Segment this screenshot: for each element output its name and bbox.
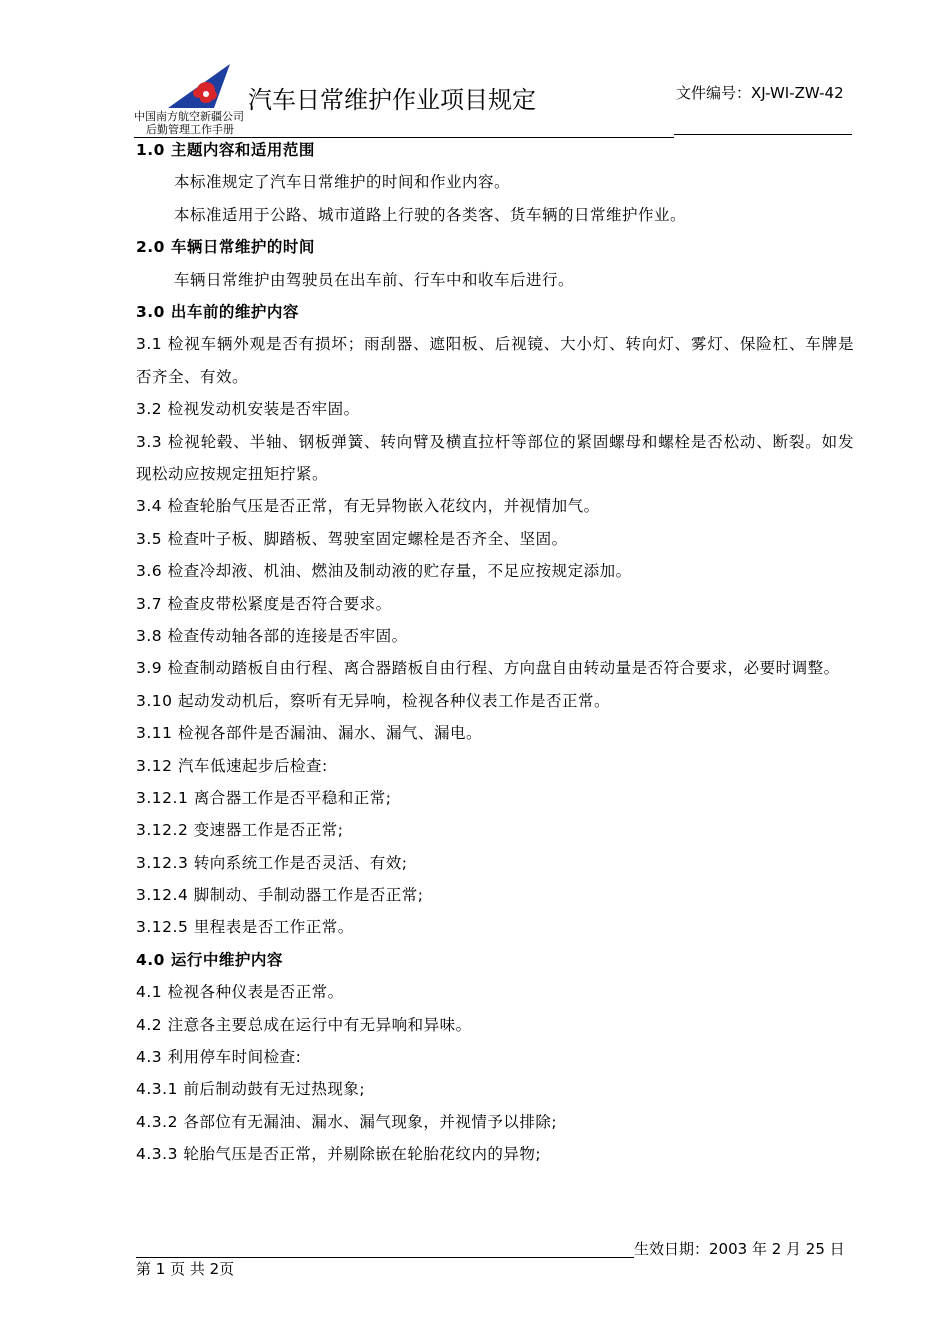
list-item: 3.12.5 里程表是否工作正常。 [136,918,354,937]
effective-date: 生效日期：2003 年 2 月 25 日 [634,1240,845,1258]
list-item: 4.1 检视各种仪表是否正常。 [136,983,344,1002]
list-item: 4.3.3 轮胎气压是否正常，并剔除嵌在轮胎花纹内的异物; [136,1145,542,1164]
list-item: 3.2 检视发动机安装是否牢固。 [136,400,360,419]
list-item: 3.3 检视轮毂、半轴、钢板弹簧、转向臂及横直拉杆等部位的紧固螺母和螺栓是否松动、断裂。如发现松动应按规定扭矩拧紧。 [136,432,854,483]
list-item: 3.12.3 转向系统工作是否灵活、有效; [136,853,408,872]
paragraph: 本标准适用于公路、城市道路上行驶的各类客、货车辆的日常维护作业。 [174,205,687,224]
company-name: 中国南方航空新疆公司 [134,110,244,123]
list-item: 4.2 注意各主要总成在运行中有无异响和异味。 [136,1015,472,1034]
list-item: 3.11 检视各部件是否漏油、漏水、漏气、漏电。 [136,724,482,743]
list-item: 3.12.1 离合器工作是否平稳和正常; [136,788,392,807]
paragraph: 本标准规定了汽车日常维护的时间和作业内容。 [174,173,511,192]
airline-logo-icon [164,62,234,110]
manual-name: 后勤管理工作手册 [146,123,234,136]
list-item: 3.12 汽车低速起步后检查: [136,756,328,775]
section-heading: 2.0 车辆日常维护的时间 [136,238,315,257]
list-item: 3.8 检查传动轴各部的连接是否牢固。 [136,626,408,645]
document-title: 汽车日常维护作业项目规定 [248,86,536,114]
list-item: 3.7 检查皮带松紧度是否符合要求。 [136,594,392,613]
section-heading: 4.0 运行中维护内容 [136,950,283,969]
section-heading: 3.0 出车前的维护内容 [136,302,299,321]
list-item: 3.4 检查轮胎气压是否正常，有无异物嵌入花纹内，并视情加气。 [136,497,600,516]
list-item: 3.6 检查冷却液、机油、燃油及制动液的贮存量，不足应按规定添加。 [136,562,632,581]
list-item: 3.12.4 脚制动、手制动器工作是否正常; [136,886,424,905]
list-item: 3.10 起动发动机后，察听有无异响，检视各种仪表工作是否正常。 [136,691,610,710]
document-body [136,134,854,1171]
list-item: 4.3.1 前后制动鼓有无过热现象; [136,1080,366,1099]
list-item: 4.3.2 各部位有无漏油、漏水、漏气现象，并视情予以排除; [136,1112,558,1131]
document-number: 文件编号：XJ-WI-ZW-42 [676,84,844,102]
list-item: 3.5 检查叶子板、脚踏板、驾驶室固定螺栓是否齐全、坚固。 [136,529,568,548]
list-item: 3.1 检视车辆外观是否有损坏；雨刮器、遮阳板、后视镜、大小灯、转向灯、雾灯、保险杠、车牌是否齐全、有效。 [136,335,854,386]
list-item: 3.9 检查制动踏板自由行程、离合器踏板自由行程、方向盘自由转动量是否符合要求，必要时调整。 [136,659,840,678]
page-number: 第 1 页 共 2页 [136,1260,235,1278]
section-heading: 1.0 主题内容和适用范围 [136,141,315,159]
list-item: 3.12.2 变速器工作是否正常; [136,821,344,840]
list-item: 4.3 利用停车时间检查: [136,1048,302,1067]
paragraph: 车辆日常维护由驾驶员在出车前、行车中和收车后进行。 [174,270,575,289]
